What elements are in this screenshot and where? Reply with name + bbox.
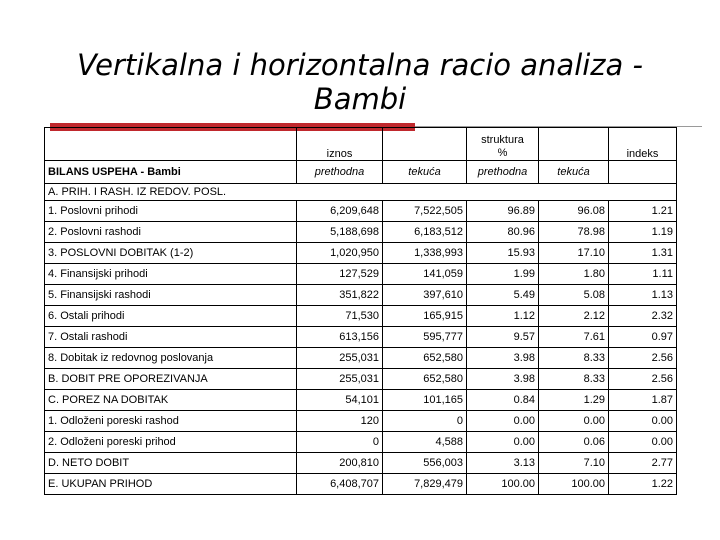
struktura-prethodna: 3.98 <box>467 348 539 369</box>
struktura-tekuca: 0.06 <box>539 432 609 453</box>
row-label: 1. Poslovni prihodi <box>45 201 297 222</box>
struktura-prethodna: 15.93 <box>467 243 539 264</box>
row-label: 2. Poslovni rashodi <box>45 222 297 243</box>
indeks-value: 1.21 <box>609 201 677 222</box>
header-blank-cell <box>383 128 467 161</box>
struktura-tekuca: 78.98 <box>539 222 609 243</box>
header-iznos: iznos <box>297 128 383 161</box>
row-label: 6. Ostali prihodi <box>45 306 297 327</box>
struktura-prethodna: 1.12 <box>467 306 539 327</box>
header-iznos-tekuca: tekuća <box>383 161 467 184</box>
indeks-value: 0.00 <box>609 411 677 432</box>
indeks-value: 1.13 <box>609 285 677 306</box>
indeks-value: 2.77 <box>609 453 677 474</box>
header-blank-cell <box>539 128 609 161</box>
amount-tekuca: 6,183,512 <box>383 222 467 243</box>
amount-tekuca: 165,915 <box>383 306 467 327</box>
header-row-top <box>45 128 677 161</box>
header-struktura-tekuca: tekuća <box>539 161 609 184</box>
struktura-tekuca: 2.12 <box>539 306 609 327</box>
table-row <box>45 432 677 453</box>
struktura-prethodna: 5.49 <box>467 285 539 306</box>
struktura-tekuca: 0.00 <box>539 411 609 432</box>
struktura-prethodna: 0.00 <box>467 411 539 432</box>
struktura-prethodna: 3.13 <box>467 453 539 474</box>
indeks-value: 1.22 <box>609 474 677 495</box>
struktura-tekuca: 8.33 <box>539 348 609 369</box>
header-blank-cell <box>609 161 677 184</box>
amount-prethodna: 200,810 <box>297 453 383 474</box>
struktura-tekuca: 1.29 <box>539 390 609 411</box>
row-label: 2. Odloženi poreski prihod <box>45 432 297 453</box>
amount-prethodna: 1,020,950 <box>297 243 383 264</box>
row-label: 4. Finansijski prihodi <box>45 264 297 285</box>
amount-tekuca: 595,777 <box>383 327 467 348</box>
section-a-row <box>45 184 677 201</box>
page-title: Vertikalna i horizontalna racio analiza - Bambi <box>77 48 643 116</box>
amount-tekuca: 652,580 <box>383 369 467 390</box>
amount-tekuca: 397,610 <box>383 285 467 306</box>
header-struktura <box>467 128 539 161</box>
table-row <box>45 285 677 306</box>
amount-prethodna: 71,530 <box>297 306 383 327</box>
amount-tekuca: 556,003 <box>383 453 467 474</box>
indeks-value: 2.32 <box>609 306 677 327</box>
table-row <box>45 453 677 474</box>
indeks-value: 1.19 <box>609 222 677 243</box>
amount-prethodna: 120 <box>297 411 383 432</box>
amount-tekuca: 1,338,993 <box>383 243 467 264</box>
indeks-value: 0.00 <box>609 432 677 453</box>
table-row <box>45 201 677 222</box>
amount-tekuca: 141,059 <box>383 264 467 285</box>
amount-prethodna: 6,209,648 <box>297 201 383 222</box>
section-a-label: A. PRIH. I RASH. IZ REDOV. POSL. <box>45 184 677 201</box>
table-row <box>45 306 677 327</box>
table-row <box>45 264 677 285</box>
amount-prethodna: 0 <box>297 432 383 453</box>
row-label: 8. Dobitak iz redovnog poslovanja <box>45 348 297 369</box>
table-row <box>45 390 677 411</box>
struktura-prethodna: 80.96 <box>467 222 539 243</box>
amount-prethodna: 127,529 <box>297 264 383 285</box>
header-indeks: indeks <box>609 128 677 161</box>
header-blank-cell <box>45 128 297 161</box>
indeks-value: 2.56 <box>609 369 677 390</box>
table-row <box>45 369 677 390</box>
struktura-prethodna: 0.00 <box>467 432 539 453</box>
header-row-sub <box>45 161 677 184</box>
indeks-value: 1.11 <box>609 264 677 285</box>
struktura-prethodna: 96.89 <box>467 201 539 222</box>
indeks-value: 1.31 <box>609 243 677 264</box>
row-label: B. DOBIT PRE OPOREZIVANJA <box>45 369 297 390</box>
header-struktura-prethodna: prethodna <box>467 161 539 184</box>
amount-prethodna: 6,408,707 <box>297 474 383 495</box>
header-struktura-text: struktura % <box>481 134 524 159</box>
amount-prethodna: 255,031 <box>297 348 383 369</box>
struktura-tekuca: 5.08 <box>539 285 609 306</box>
indeks-value: 1.87 <box>609 390 677 411</box>
struktura-tekuca: 96.08 <box>539 201 609 222</box>
struktura-tekuca: 1.80 <box>539 264 609 285</box>
struktura-prethodna: 9.57 <box>467 327 539 348</box>
row-label: 3. POSLOVNI DOBITAK (1-2) <box>45 243 297 264</box>
row-label: E. UKUPAN PRIHOD <box>45 474 297 495</box>
table-row <box>45 327 677 348</box>
row-label: C. POREZ NA DOBITAK <box>45 390 297 411</box>
income-statement-table <box>44 127 677 495</box>
struktura-prethodna: 3.98 <box>467 369 539 390</box>
amount-tekuca: 0 <box>383 411 467 432</box>
indeks-value: 0.97 <box>609 327 677 348</box>
struktura-prethodna: 1.99 <box>467 264 539 285</box>
table-row <box>45 243 677 264</box>
amount-prethodna: 54,101 <box>297 390 383 411</box>
amount-prethodna: 255,031 <box>297 369 383 390</box>
amount-prethodna: 5,188,698 <box>297 222 383 243</box>
row-label: 1. Odloženi poreski rashod <box>45 411 297 432</box>
amount-tekuca: 4,588 <box>383 432 467 453</box>
struktura-tekuca: 100.00 <box>539 474 609 495</box>
table-row <box>45 348 677 369</box>
table-row <box>45 411 677 432</box>
struktura-tekuca: 7.61 <box>539 327 609 348</box>
table-row <box>45 474 677 495</box>
amount-prethodna: 351,822 <box>297 285 383 306</box>
indeks-value: 2.56 <box>609 348 677 369</box>
header-bilans: BILANS USPEHA - Bambi <box>45 161 297 184</box>
struktura-tekuca: 8.33 <box>539 369 609 390</box>
struktura-tekuca: 7.10 <box>539 453 609 474</box>
amount-tekuca: 652,580 <box>383 348 467 369</box>
amount-tekuca: 7,829,479 <box>383 474 467 495</box>
amount-tekuca: 7,522,505 <box>383 201 467 222</box>
struktura-prethodna: 100.00 <box>467 474 539 495</box>
row-label: 7. Ostali rashodi <box>45 327 297 348</box>
struktura-prethodna: 0.84 <box>467 390 539 411</box>
row-label: 5. Finansijski rashodi <box>45 285 297 306</box>
table-row <box>45 222 677 243</box>
row-label: D. NETO DOBIT <box>45 453 297 474</box>
amount-prethodna: 613,156 <box>297 327 383 348</box>
amount-tekuca: 101,165 <box>383 390 467 411</box>
struktura-tekuca: 17.10 <box>539 243 609 264</box>
header-iznos-prethodna: prethodna <box>297 161 383 184</box>
